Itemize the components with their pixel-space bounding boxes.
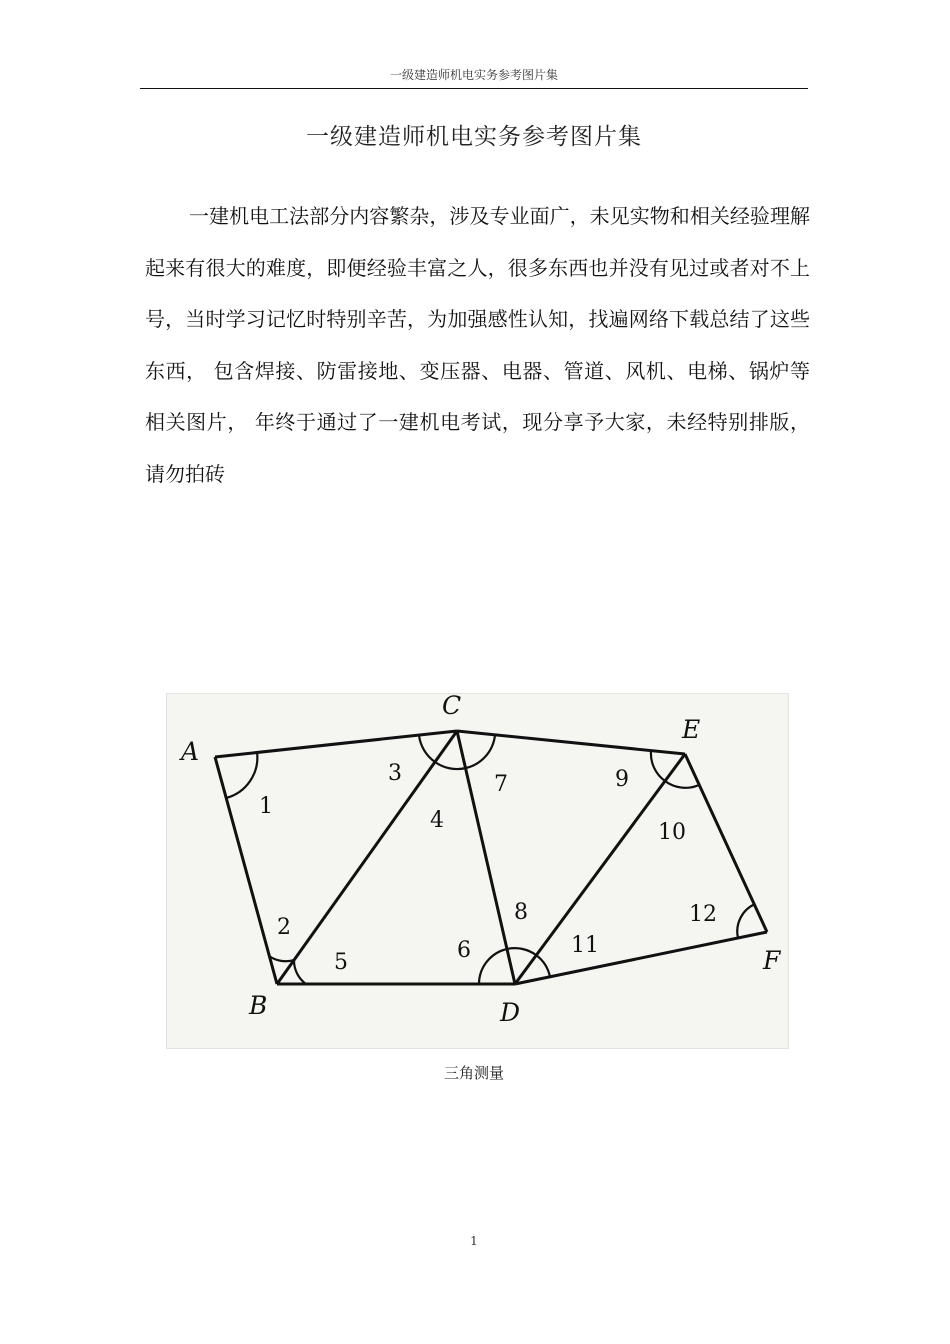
- running-header: 一级建造师机电实务参考图片集: [389, 68, 558, 82]
- angle-label-5: 5: [334, 950, 348, 975]
- angle-label-1: 1: [259, 794, 273, 819]
- angle-label-8: 8: [514, 900, 528, 925]
- arc-angle-3: [419, 735, 435, 762]
- angle-label-4: 4: [430, 808, 444, 833]
- triangulation-figure: [166, 693, 789, 1049]
- angle-label-12: 12: [689, 902, 717, 927]
- side-de: [515, 754, 685, 984]
- point-label-e: E: [682, 715, 701, 744]
- angle-label-7: 7: [494, 772, 508, 797]
- point-label-c: C: [442, 694, 462, 720]
- point-label-d: D: [500, 998, 521, 1027]
- arc-angle-12: [737, 904, 755, 938]
- triangle-network-lines: [215, 731, 767, 984]
- figure-caption: 三角测量: [443, 1064, 504, 1082]
- point-label-b: B: [249, 991, 268, 1020]
- point-label-a: A: [181, 737, 200, 766]
- arc-angle-9: [651, 751, 665, 781]
- intro-paragraph: 一建机电工法部分内容繁杂，涉及专业面广，未见实物和相关经验理解起来有很大的难度，即便经验丰富之人，很多东西也并没有见过或者对不上号，当时学习记忆时特别辛苦，为加强感性认知，找遍网络下载总结了这些东西， 包含焊接、防雷接地、变压器、电器、管道、风机、电梯、锅炉等相关图片， 年终于通过了一建机电考试，现分享予大家，未经特别排版，请勿拍砖: [145, 204, 810, 486]
- angle-label-9: 9: [615, 767, 629, 792]
- arc-angle-5: [294, 960, 306, 984]
- arc-angle-1: [226, 752, 257, 798]
- side-bc: [277, 731, 457, 984]
- arc-angle-2: [269, 956, 294, 961]
- header-rule: [140, 88, 808, 89]
- side-ce: [457, 731, 685, 754]
- arc-angle-11: [536, 955, 550, 977]
- arc-angle-4: [435, 762, 466, 769]
- arc-angle-10: [665, 781, 699, 788]
- arc-angle-6: [479, 949, 507, 984]
- arc-angle-7: [466, 735, 495, 768]
- angle-label-3: 3: [388, 761, 402, 786]
- arc-angle-8: [507, 948, 536, 955]
- side-df: [515, 932, 767, 984]
- angle-label-10: 10: [658, 820, 686, 845]
- triangulation-diagram: [167, 694, 788, 1048]
- page-number: 1: [470, 1234, 478, 1248]
- document-title: 一级建造师机电实务参考图片集: [306, 124, 642, 150]
- side-ab: [215, 757, 277, 984]
- angle-label-6: 6: [457, 938, 471, 963]
- point-label-f: F: [763, 946, 781, 975]
- angle-label-11: 11: [571, 933, 599, 958]
- angle-label-2: 2: [277, 915, 291, 940]
